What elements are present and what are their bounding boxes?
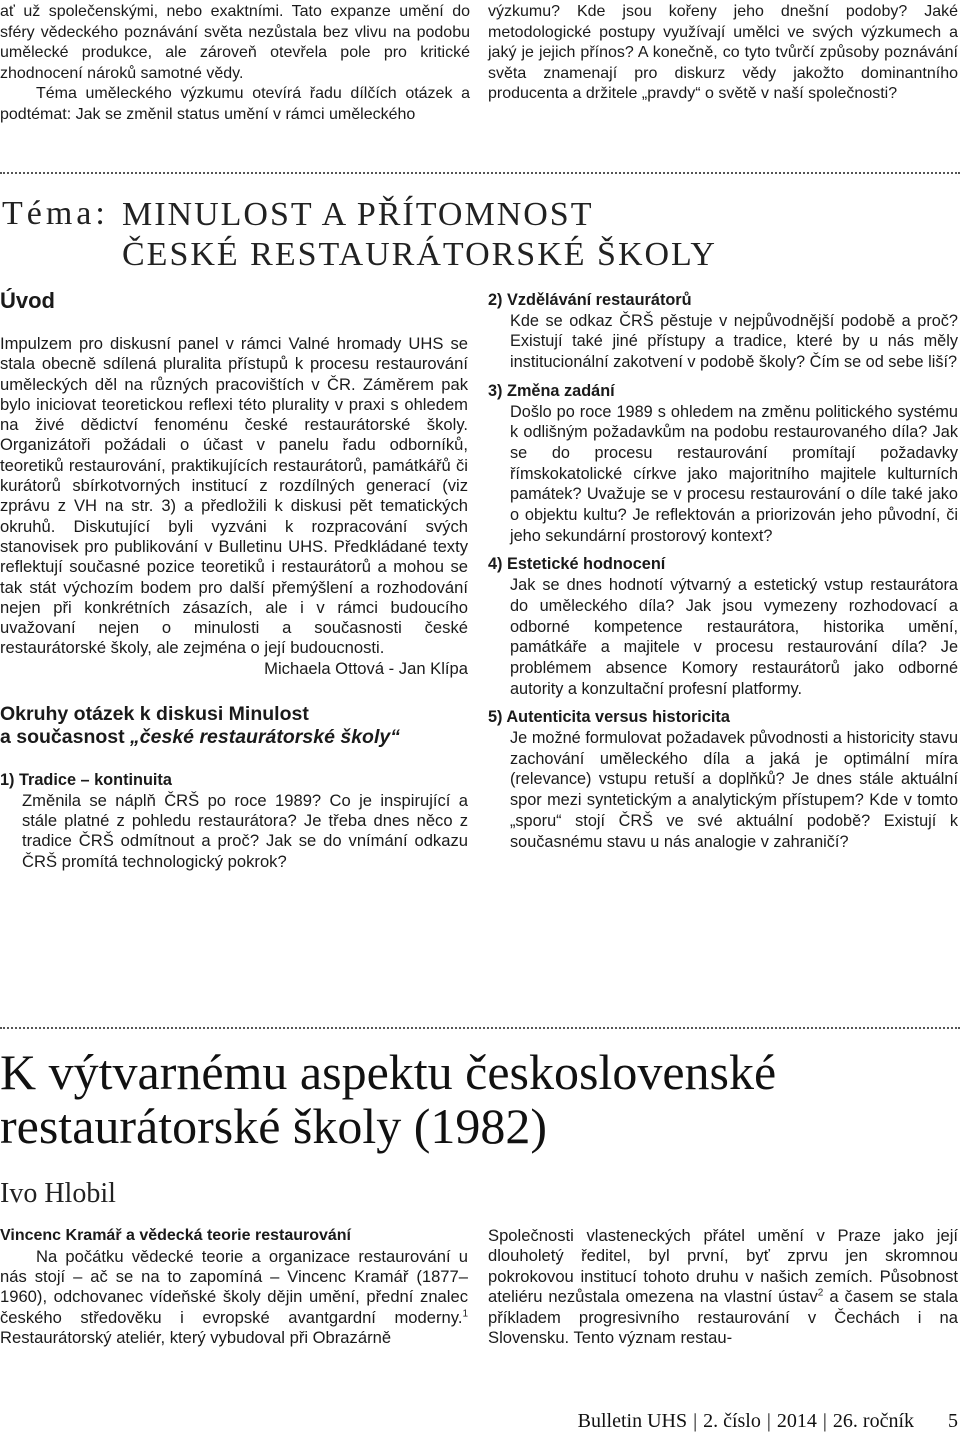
top-paragraph-1: ať už společenskými, nebo exaktními. Tato expanze umění do sféry vědeckého poznávání světa nezůstala bez vlivu na podobu umělecké produkce, ale zároveň otevřela pole pro kritické zhodnocení nároků samotné vědy. xyxy=(0,3,470,82)
top-paragraph-2-continued: výzkumu? Kde jsou kořeny jeho dnešní podoby? Jaké metodologické postupy využívají umělci ve svých výzkumech a jaký je jejich přínos? A konečně, co tyto tvůrčí způsoby poznávání světa znamenají pro diskurz vědy jakožto dominantního producenta a držitele „pravdy“ o světě v naší společnosti? xyxy=(488,3,958,102)
footer-separator: | xyxy=(822,1410,827,1432)
intro-signature: Michaela Ottová - Jan Klípa xyxy=(264,658,468,678)
section-title: 5) Autenticita versus historicita xyxy=(488,708,730,727)
divider-bottom xyxy=(0,1027,960,1029)
left-column xyxy=(0,288,468,880)
section-body: Došlo po roce 1989 s ohledem na změnu politického systému k odlišným požadavkům na podobu restaurovaného díla? Jak se do procesu restaurování promítají požadavky římskokatolické církve jako majoritního majitele kulturních památek? Uvažuje se v procesu restaurování o díle také jako o objektu kultu? Je reflektován a priorizován jeho původní, či jeho sekundární prostorový kontext? xyxy=(510,402,958,545)
tema-label: Téma: xyxy=(2,195,109,232)
page-number: 5 xyxy=(948,1410,958,1432)
okruhy-heading-line-2 xyxy=(0,726,468,749)
footer-issue: 2. číslo xyxy=(703,1410,761,1432)
article-subheading: Vincenc Kramář a vědecká teorie restaurování xyxy=(0,1227,351,1244)
footer-journal: Bulletin UHS xyxy=(577,1410,688,1432)
intro-body: Impulzem pro diskusní panel v rámci Valné hromady UHS se stala obecně sdílená pluralita přístupů k procesu restaurování uměleckých děl na různých pracovištích v ČR. Záměrem pak bylo iniciovat teoretickou reflexi této plurality v praxi s ohledem na živé dědictví fenoménu české restaurátorské školy. Organizátoři požádali o účast v panelu řadu odborníků, teoretiků restaurování, praktikujících restaurátorů, památkářů či kurátorů sbírkotvorných institucí z rozdílných generací (viz zprávu z VH na str. 3) a předložili k diskusi pět tematických okruhů. Diskutující byli vyzváni k rozpracování svých stanovisek pro publikování v Bulletinu UHS. Předkládané texty reflektují současné pozice teoretiků i restaurátorů a mohou se tak stát výchozím bodem pro další přemýšlení a rozhodování nejen při konkrétních zásazích, ale i v rámci budoucího uvažovaní nejen o minulosti a současnosti české restaurátorské školy, ale zejména o její budoucnosti. xyxy=(0,334,468,658)
top-right-column xyxy=(488,2,958,105)
intro-heading: Úvod xyxy=(0,288,55,313)
article-body-part-b-end: Společnosti vlasteneckých přátel umění v Praze jako její dlouholetý ředitel, byl první, byť zprvu jen skromnou pokrokovou institucí tohoto druhu v našich zemích. Působnost ateliéru nezůstala omezena na vlastní ústav xyxy=(488,1226,958,1307)
article-title-line-1: K výtvarnému aspektu československé xyxy=(0,1044,777,1100)
top-left-column xyxy=(0,2,470,125)
tema-title xyxy=(122,195,717,275)
footer-year: 2014 xyxy=(776,1410,817,1432)
article-body-part-c: a časem se stala příkladem progresivního restaurování v Čechách i na Slovensku. Tento význam restau- xyxy=(488,1287,958,1348)
article-right-column xyxy=(488,1226,958,1348)
footer-separator: | xyxy=(766,1410,771,1432)
section-title: 4) Estetické hodnocení xyxy=(488,555,666,574)
section-body: Kde se odkaz ČRŠ pěstuje v nejpůvodnější podobě a proč? Existují také jiné přístupy a tradice, které by u nás měly institucionální zakotvení v podobě školy? Čím se od sebe liší? xyxy=(510,311,958,372)
okruhy-heading xyxy=(0,703,468,748)
article-author: Ivo Hlobil xyxy=(0,1178,116,1209)
top-paragraph-2: Téma uměleckého výzkumu otevírá řadu dílčích otázek a podtémat: Jak se změnil status umění v rámci uměleckého xyxy=(0,85,470,123)
right-column xyxy=(488,290,958,860)
footnote-ref-1: 1 xyxy=(462,1308,468,1320)
article-body-left xyxy=(0,1247,468,1349)
section-title: 1) Tradice – kontinuita xyxy=(0,771,172,790)
article-title xyxy=(0,1045,960,1153)
okruhy-heading-italic: „české restaurátorské školy“ xyxy=(130,725,400,748)
article-body-part-b-start: Restaurátorský ateliér, který vybudoval při Obrazárně xyxy=(0,1328,392,1348)
footer-separator: | xyxy=(693,1410,698,1432)
section-body: Je možné formulovat požadavek původnosti a historicity stavu zachování uměleckého díla a jaká je optimální míra (relevance) vstupu retuší a doplňků? Je dnes stále aktuální spor mezi syntetickým a analytickým přístupem? Kde v tomto „sporu“ stojí ČRŠ ve své aktuální podobě? Existují k současnému stavu u nás analogie v zahraničí? xyxy=(510,729,958,851)
section-5 xyxy=(488,707,958,852)
article-left-column xyxy=(0,1226,468,1349)
section-3 xyxy=(488,381,958,547)
article-body-right xyxy=(488,1226,958,1348)
section-title: 3) Změna zadání xyxy=(488,381,615,400)
okruhy-heading-line-1: Okruhy otázek k diskusi Minulost xyxy=(0,703,309,726)
divider-top xyxy=(0,172,960,174)
tema-title-line-2: ČESKÉ RESTAURÁTORSKÉ ŠKOLY xyxy=(122,236,717,273)
article-body-part-a: Na počátku vědecké teorie a organizace restaurování u nás stojí – ač se na to zapomíná – Vincenc Kramář (1877–1960), odchovanec vídeňské školy dějin umění, přední znalec českého středověku i evropské avantgardní moderny. xyxy=(0,1246,468,1327)
section-title: 2) Vzdělávání restaurátorů xyxy=(488,291,692,309)
footer-volume: 26. ročník xyxy=(832,1410,914,1432)
section-body: Jak se dnes hodnotí výtvarný a estetický vstup restaurátora do uměleckého díla? Jak jsou vymezeny rozhodovací a odborné kompetence restaurátora, historika umění, památkáře a majitele v procesu restaurování díla? Je problémem absence Komory restaurátorů jako odborné autority a konzultační profesní platformy. xyxy=(510,576,958,698)
section-body: Změnila se náplň ČRŠ po roce 1989? Co je inspirující a stále platné z pohledu restaurátora? Je třeba dnes něco z tradice ČRŠ odmítnout a proč? Jak se do vnímání odkazu ČRŠ promítá technologický pokrok? xyxy=(22,790,468,871)
article-title-line-2: restaurátorské školy (1982) xyxy=(0,1098,548,1154)
okruhy-heading-plain: a současnost xyxy=(0,725,131,748)
footnote-ref-2: 2 xyxy=(817,1287,824,1299)
section-4 xyxy=(488,554,958,699)
section-1 xyxy=(0,770,468,872)
tema-title-line-1: MINULOST A PŘÍTOMNOST xyxy=(122,196,594,233)
section-2 xyxy=(488,290,958,373)
page-footer xyxy=(578,1410,958,1433)
